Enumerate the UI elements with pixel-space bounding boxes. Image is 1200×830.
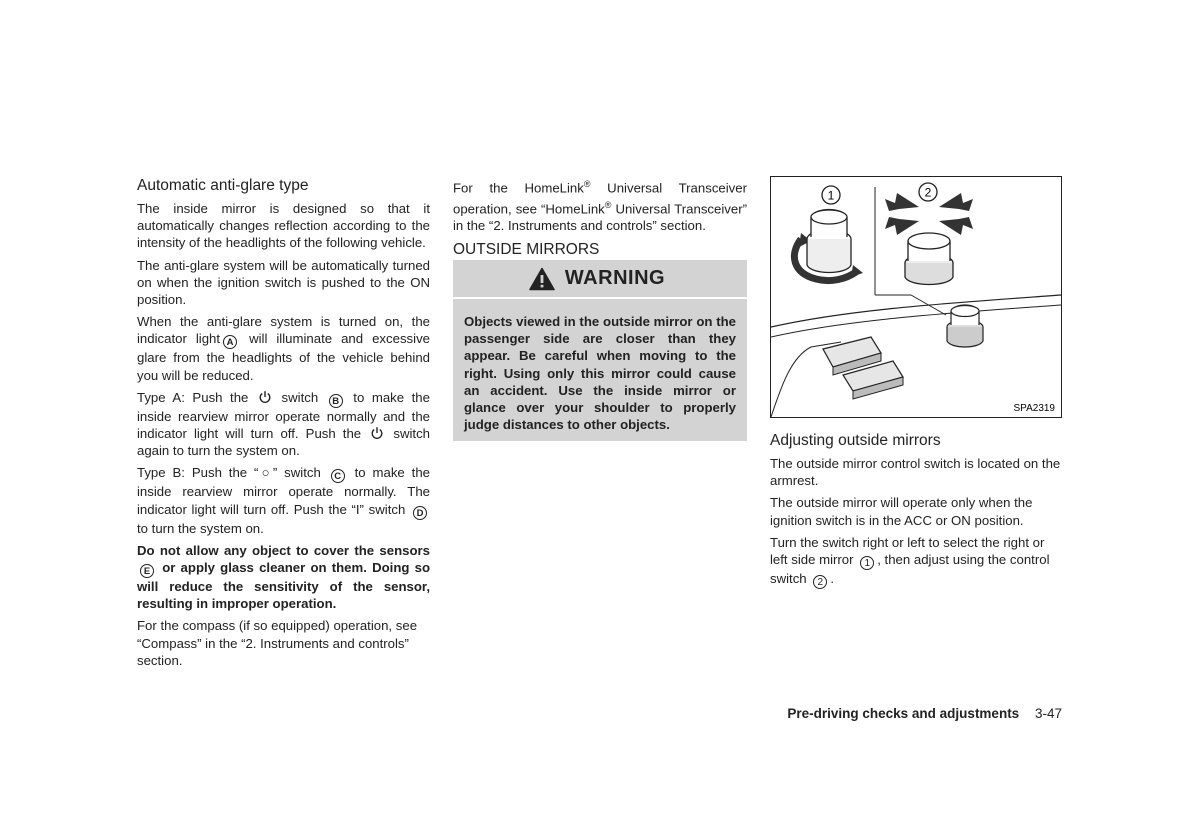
section-heading-anti-glare: Automatic anti-glare type bbox=[137, 177, 309, 194]
marker-1: 1 bbox=[860, 556, 874, 570]
paragraph: Type B: Push the “○” switch C to make the inside rearview mirror operate normally. The indicator light will turn off. Push the “I” switch D to turn the system on. bbox=[137, 465, 430, 536]
paragraph: The outside mirror will operate only when the ignition switch is in the ACC or ON position. bbox=[770, 495, 1033, 528]
circle-symbol: ○ bbox=[258, 465, 273, 481]
warning-header bbox=[453, 260, 747, 299]
left-column bbox=[137, 176, 430, 674]
paragraph: The outside mirror control switch is located on the armrest. bbox=[770, 456, 1061, 489]
mirror-switch-illustration bbox=[770, 176, 1062, 418]
marker-d: D bbox=[413, 506, 427, 520]
marker-a: A bbox=[223, 335, 237, 349]
right-column bbox=[770, 431, 1063, 594]
marker-b: B bbox=[329, 394, 343, 408]
page-number: 3-47 bbox=[1034, 706, 1062, 721]
paragraph: The inside mirror is designed so that it automatically changes reflection according to the intensity of the headlights of the following vehicle. bbox=[137, 201, 430, 251]
warning-triangle-icon bbox=[529, 267, 555, 291]
marker-e: E bbox=[140, 564, 154, 578]
paragraph: Type A: Push the switch B to make the inside rearview mirror operate normally and the indicator light will turn off. Push the switch again to turn the system on. bbox=[137, 389, 430, 459]
page-footer bbox=[787, 706, 1062, 721]
caution-paragraph: Do not allow any object to cover the sensors E or apply glass cleaner on them. Doing so will reduce the sensitivity of the sensor, resulting in improper operation. bbox=[137, 542, 430, 612]
middle-column bbox=[453, 176, 747, 264]
section-heading-outside-mirrors: OUTSIDE MIRRORS bbox=[453, 241, 600, 259]
power-icon bbox=[370, 426, 384, 440]
paragraph: When the anti-glare system is turned on, the indicator light A will illuminate and excessive glare from the headlights of the vehicle behind you will be reduced. bbox=[137, 314, 430, 383]
paragraph: Turn the switch right or left to select the right or left side mirror 1 , then adjust using the control switch 2 . bbox=[770, 534, 1050, 589]
power-icon bbox=[258, 390, 272, 404]
footer-section-title: Pre-driving checks and adjustments bbox=[787, 706, 1020, 721]
figure-id-label: SPA2319 bbox=[1013, 403, 1055, 414]
marker-c: C bbox=[331, 469, 345, 483]
warning-title: WARNING bbox=[564, 267, 666, 289]
mirror-switch-drawing bbox=[771, 177, 1061, 417]
callout-2: 2 bbox=[924, 185, 932, 200]
callout-1: 1 bbox=[827, 188, 835, 203]
section-heading-adjusting: Adjusting outside mirrors bbox=[770, 432, 941, 449]
paragraph: For the HomeLink® Universal Transceiver operation, see “HomeLink® Universal Transceiver” in the “2. Instruments and controls” section. bbox=[453, 179, 747, 234]
paragraph: The anti-glare system will be automatically turned on when the ignition switch is pushed to the ON position. bbox=[137, 257, 430, 308]
marker-2: 2 bbox=[813, 575, 827, 589]
paragraph: For the compass (if so equipped) operation, see “Compass” in the “2. Instruments and controls” section. bbox=[137, 618, 418, 668]
warning-box bbox=[453, 260, 747, 441]
warning-text: Objects viewed in the outside mirror on the passenger side are closer than they appear. Be careful when moving to the right. Using only this mirror could cause an accident. Use the inside mirror or glance over your shoulder to properly judge distances to other objects. bbox=[464, 314, 736, 433]
